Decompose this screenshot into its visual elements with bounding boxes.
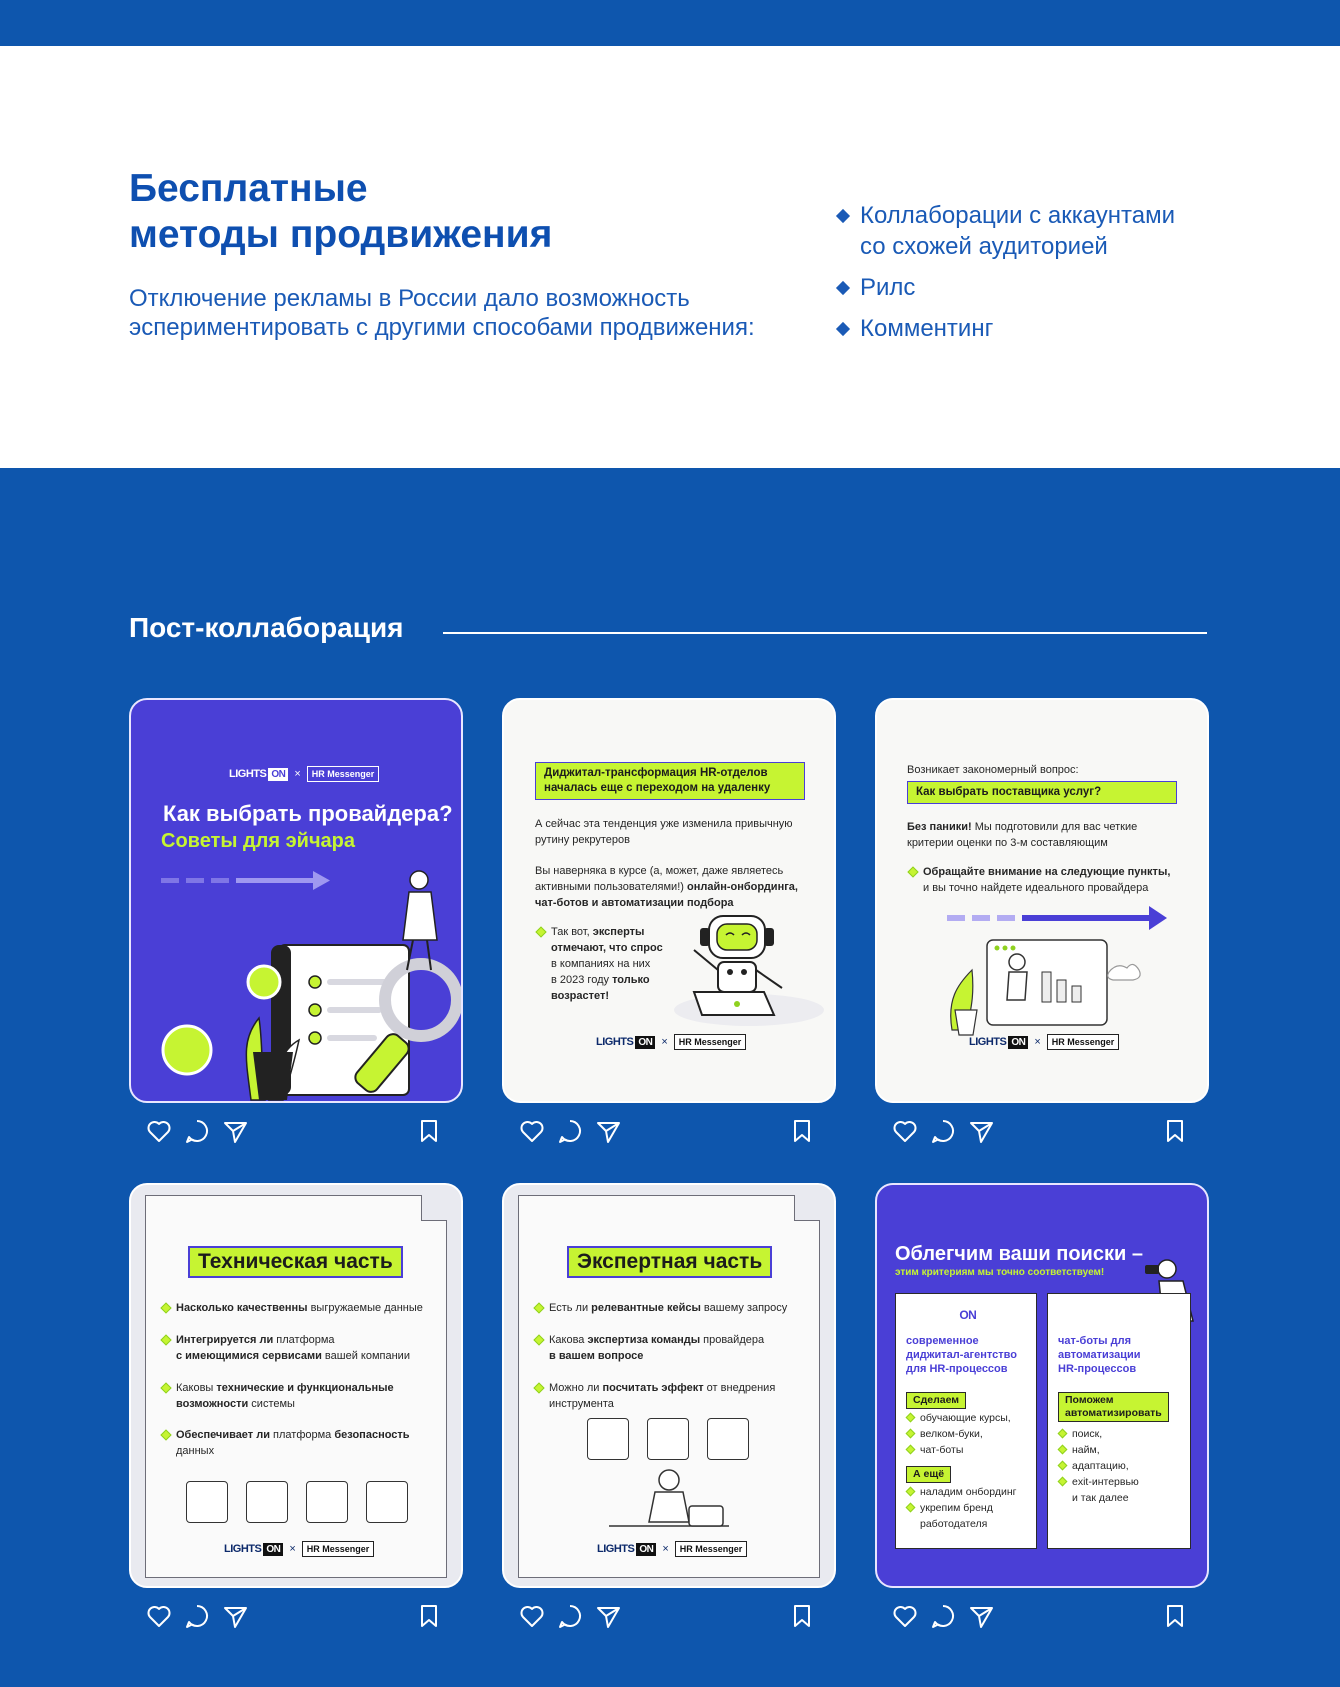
share-icon[interactable] [594,1117,622,1145]
post-bullet [160,1380,394,1412]
paper-fold [421,1195,447,1221]
hr-messenger-logo: HR Messenger [674,1034,747,1050]
lights-on-logo [906,1306,979,1323]
post-image[interactable] [875,698,1209,1103]
comment-icon[interactable] [183,1602,211,1630]
logo-on-badge: ON [1008,1036,1028,1049]
column-item: обучающие курсы, [906,1410,1011,1426]
bullet-text: в компаниях на них [551,958,651,970]
cloud-check-icon [186,1481,228,1523]
share-icon[interactable] [221,1117,249,1145]
hr-messenger-logo: HR Messenger [1047,1034,1120,1050]
bullet-bold: Обеспечивает ли [176,1429,270,1441]
post-image[interactable] [129,698,463,1103]
comment-icon[interactable] [556,1602,584,1630]
post-bullet [533,1380,775,1412]
person-laptop-illustration [599,1466,739,1532]
comment-icon[interactable] [929,1117,957,1145]
bullet-bold: Обращайте внимание на следующие пункты, [923,866,1171,878]
bullet-text: в 2023 году [551,974,613,986]
column-description-text: современное [906,1335,979,1347]
logo-text: LIGHTS [906,1306,955,1322]
bullet-text: Каковы [176,1382,217,1394]
post-actions [875,1103,1209,1153]
post-card-1[interactable] [129,698,463,1153]
bullet-bold: только [612,974,650,986]
paragraph-bold: онлайн-онбординга, [686,881,798,893]
bookmark-icon[interactable] [1161,1117,1189,1145]
heart-icon[interactable] [145,1602,173,1630]
post-actions [129,1588,463,1638]
bullet-bold: Насколько качественны [176,1302,308,1314]
share-icon[interactable] [221,1602,249,1630]
bullet-bold: с имеющимися сервисами [176,1350,322,1362]
intro-title-line: Бесплатные [129,167,368,210]
brand-logos [596,1034,746,1050]
bookmark-icon[interactable] [1161,1602,1189,1630]
intro-text [129,284,809,342]
post-actions [875,1588,1209,1638]
post-paragraph [535,816,793,848]
column-item: наладим онбординг [906,1484,1016,1500]
intro-list-text: Рилс [860,274,916,301]
intro-list-text: Комментинг [860,315,994,342]
paragraph-text: активными пользователями!) [535,881,687,893]
logo-separator: × [289,1543,296,1555]
bookmark-icon[interactable] [788,1602,816,1630]
hr-messenger-logo: HR Messenger [675,1541,748,1557]
logo-on-badge: ON [263,1543,283,1556]
brand-logos [224,1541,374,1557]
heart-icon[interactable] [518,1602,546,1630]
bullet-text: платформа [269,1429,335,1441]
column-item-text: укрепим бренд [920,1502,993,1514]
bookmark-icon[interactable] [788,1117,816,1145]
lights-on-logo [969,1036,1028,1049]
column-item-text: работодателя [920,1518,988,1530]
bullet-bold: экспертиза команды [587,1334,701,1346]
section-divider [443,632,1207,634]
post-heading: Как выбрать провайдера? [163,801,453,826]
heart-icon[interactable] [145,1117,173,1145]
column-description-text: диджитал-агентство [906,1349,1017,1361]
settings-icon [306,1481,348,1523]
post-image[interactable] [875,1183,1209,1588]
paragraph-bold: Без паники! [907,821,972,833]
logo-separator: × [661,1036,668,1048]
lights-on-logo-text [906,1306,979,1323]
share-icon[interactable] [967,1117,995,1145]
bullet-bold: безопасность [334,1429,410,1441]
paragraph-text: рутину рекрутеров [535,834,630,846]
bullet-bold: в вашем вопросе [549,1350,644,1362]
post-card-4[interactable] [129,1183,463,1638]
heart-icon[interactable] [891,1602,919,1630]
intro-list-item [836,313,1175,344]
comment-icon[interactable] [556,1117,584,1145]
comment-icon[interactable] [183,1117,211,1145]
column-item: адаптацию, [1058,1458,1129,1474]
section-title: Пост-коллаборация [129,612,404,643]
shield-lock-icon [366,1481,408,1523]
bullet-text: Есть ли [549,1302,592,1314]
briefcase-check-icon [587,1418,629,1460]
intro-text-line: Отключение рекламы в России дало возможность [129,285,690,312]
logo-on-badge: ON [635,1036,655,1049]
highlight-text: Диджитал-трансформация HR-отделов [544,767,768,779]
column-item: чат-боты [906,1442,963,1458]
bullet-text: и вы точно найдете идеального провайдера [923,882,1149,894]
bullet-text: системы [248,1398,295,1410]
paper-sheet [518,1195,820,1578]
logo-on-badge: ON [636,1543,656,1556]
column-item-text: exit-интервью [1072,1476,1139,1488]
post-bullet [160,1300,423,1316]
lights-on-column [895,1293,1037,1549]
logo-text: LIGHTS [969,1035,1007,1048]
highlight-text: началась еще с переходом на удаленку [544,782,771,794]
column-item: велком-буки, [906,1426,983,1442]
column-description-text: для HR-процессов [906,1363,1008,1375]
post-subheading: этим критериям мы точно соответствуем! [895,1267,1105,1278]
column-item [1058,1474,1139,1506]
intro-list-item [836,272,1175,303]
logo-separator: × [662,1543,669,1555]
column-description [906,1334,1017,1376]
intro-section [0,46,1340,468]
bullet-text: Какова [549,1334,588,1346]
post-heading: Техническая часть [188,1246,403,1278]
robot-illustration [654,910,824,1030]
column-item: найм, [1058,1442,1100,1458]
post-paragraph [535,863,798,911]
logo-text: LIGHTS [229,767,267,780]
bullet-bold: отмечают, что спрос [551,942,663,954]
bullet-bold: Интегрируется ли [176,1334,274,1346]
bullet-bold: эксперты [592,926,645,938]
logo-text: LIGHTS [596,1035,634,1048]
hr-messenger-logo: HR Messenger [302,1541,375,1557]
lights-on-logo [597,1543,656,1556]
lights-on-logo [596,1036,655,1049]
intro-text-line: эспериментировать с другими способами продвижения: [129,314,755,341]
column-description [1058,1334,1141,1376]
chat-bubble-icon [647,1418,689,1460]
column-tag [1058,1392,1169,1422]
post-actions [502,1103,836,1153]
intro-title [129,166,552,258]
bookmark-icon[interactable] [415,1602,443,1630]
column-item: поиск, [1058,1426,1102,1442]
heart-icon[interactable] [891,1117,919,1145]
column-description-text: HR-процессов [1058,1363,1137,1375]
intro-list-text: Коллаборации с аккаунтами [860,202,1176,229]
bullet-bold: возрастет! [551,990,610,1002]
post-subheading: Советы для эйчара [161,830,356,852]
heart-icon[interactable] [518,1117,546,1145]
bullet-text: выгружаемые данные [307,1302,423,1314]
logo-text: LIGHTS [224,1542,262,1555]
post-bullet [533,1300,787,1316]
post-highlight [535,762,805,800]
hr-messenger-logo: HR Messenger [1058,1306,1148,1326]
post-heading: Экспертная часть [567,1246,772,1278]
post-image[interactable] [502,1183,836,1588]
bullet-text: данных [176,1445,215,1457]
bullet-text: провайдера [700,1334,765,1346]
intro-list-item [836,200,1175,262]
hr-messenger-logo: HR Messenger [307,766,380,782]
column-tag: Сделаем [906,1392,966,1409]
column-description-text: чат-боты для [1058,1335,1132,1347]
share-icon[interactable] [967,1602,995,1630]
bookmark-icon[interactable] [415,1117,443,1145]
post-highlight: Как выбрать поставщика услуг? [907,781,1177,804]
bullet-bold: релевантные кейсы [591,1302,701,1314]
paragraph-text: Вы наверняка в курсе (а, может, даже являетесь [535,865,784,877]
paragraph-text: А сейчас эта тенденция уже изменила привычную [535,818,793,830]
logo-on-badge: ON [956,1307,979,1323]
paper-sheet [145,1195,447,1578]
post-card-3[interactable] [875,698,1209,1153]
post-heading: Облегчим ваши поиски – [895,1243,1143,1265]
post-image[interactable] [502,698,836,1103]
column-description-text: автоматизации [1058,1349,1141,1361]
bullet-text: Так вот, [551,926,593,938]
bullet-text: Можно ли [549,1382,603,1394]
intro-list-text: со схожей аудиторией [860,233,1108,260]
bullet-text: от внедрения [703,1382,776,1394]
post-bullet [160,1427,410,1459]
top-bar [0,0,1340,46]
post-card-2[interactable] [502,698,836,1153]
bullet-bold: возможности [176,1398,249,1410]
bullet-text: платформа [273,1334,335,1346]
gears-icon [246,1481,288,1523]
logo-text: LIGHTS [597,1542,635,1555]
paragraph-text: критерии оценки по 3-м составляющим [907,837,1108,849]
column-tag: А ещё [906,1466,951,1483]
brand-logos [597,1541,747,1557]
collab-section [0,468,1340,1687]
bullet-text: вашему запросу [700,1302,788,1314]
brand-logos [969,1034,1119,1050]
bullet-bold: посчитать эффект [602,1382,704,1394]
post-card-5[interactable] [502,1183,836,1638]
column-tag-text: автоматизировать [1065,1407,1162,1419]
logo-on-badge: ON [268,768,288,781]
column-tag-text: Поможем [1065,1394,1114,1406]
column-item [906,1500,993,1532]
post-actions [502,1588,836,1638]
post-image[interactable] [129,1183,463,1588]
logo-separator: × [1034,1036,1041,1048]
post-card-6[interactable] [875,1183,1209,1638]
bullet-text: вашей компании [321,1350,410,1362]
paragraph-bold: чат-ботов и автоматизации подбора [535,897,734,909]
column-item-text: и так далее [1072,1492,1129,1504]
gauge-icon [707,1418,749,1460]
intro-title-line: методы продвижения [129,213,553,256]
post-actions [129,1103,463,1153]
post-bullet [160,1332,410,1364]
comment-icon[interactable] [929,1602,957,1630]
bullet-text: инструмента [549,1398,614,1410]
logo-separator: × [294,768,301,780]
share-icon[interactable] [594,1602,622,1630]
post-question: Возникает закономерный вопрос: [907,764,1079,776]
hr-messenger-column [1047,1293,1191,1549]
post-bullet [533,1332,764,1364]
bullet-bold: технические и функциональные [216,1382,394,1394]
illustration-search [131,700,461,1101]
lights-on-logo [224,1543,283,1556]
paper-fold [794,1195,820,1221]
paragraph-text: Мы подготовили для вас четкие [971,821,1138,833]
intro-list [836,200,1175,354]
